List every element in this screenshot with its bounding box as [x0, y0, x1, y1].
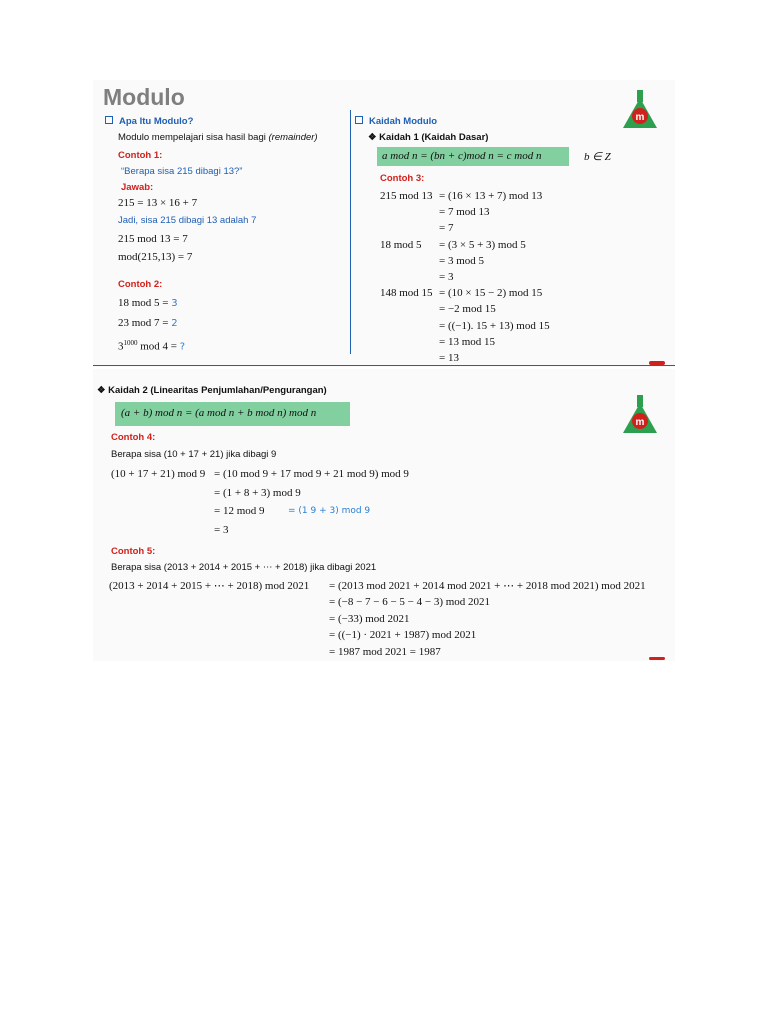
contoh3-label: Contoh 3: — [380, 173, 425, 184]
kaidah1-domain: b ∈ Z — [584, 151, 611, 163]
c2-line2: 23 mod 7 = 2 — [118, 317, 178, 329]
contoh4-label: Contoh 4: — [111, 432, 156, 443]
contoh5-label: Contoh 5: — [111, 546, 156, 557]
apa-text: Modulo mempelajari sisa hasil bagi (remainder) — [118, 132, 318, 143]
c3-rhs: = (10 × 15 − 2) mod 15 — [439, 287, 543, 300]
diamond-bullet-icon: ❖ — [368, 132, 380, 143]
kaidah2-title: ❖ Kaidah 2 (Linearitas Penjumlahan/Pengurangan) — [97, 385, 327, 396]
page-title: Modulo — [103, 84, 185, 110]
c3-rhs: = 3 — [439, 271, 454, 283]
column-divider — [350, 110, 351, 354]
red-tab-marker — [649, 657, 665, 660]
logo-icon — [620, 88, 660, 130]
kaidah1-title: ❖ Kaidah 1 (Kaidah Dasar) — [368, 132, 489, 143]
c4-handwritten-note: = (1 9 + 3) mod 9 — [288, 506, 371, 516]
section-separator — [93, 365, 675, 366]
svg-text:m: m — [635, 417, 645, 428]
c3-rhs: = (16 × 13 + 7) mod 13 — [439, 190, 543, 202]
diamond-bullet-icon: ❖ — [97, 385, 109, 396]
c3-rhs: = 7 — [439, 222, 454, 235]
kaidah2-formula: (a + b) mod n = (a mod n + b mod n) mod n — [121, 407, 317, 419]
c4-row: = (10 mod 9 + 17 mod 9 + 21 mod 9) mod 9 — [214, 468, 409, 480]
c3-lhs: 215 mod 13 — [380, 190, 433, 202]
c3-rhs: = 13 mod 15 — [439, 335, 496, 348]
c5-row: = 1987 mod 2021 = 1987 — [329, 646, 441, 659]
c3-rhs: = −2 mod 15 — [439, 303, 496, 316]
logo-icon — [620, 393, 660, 435]
c2-line3: $3^{1000}$ mod 4 = ? — [118, 339, 186, 353]
c4-row: = 12 mod 9 — [214, 505, 265, 517]
logo-letter: m — [635, 112, 645, 123]
kaidah-heading: Kaidah Modulo — [355, 116, 437, 127]
jadi-text: Jadi, sisa 215 dibagi 13 adalah 7 — [118, 215, 257, 226]
c5-row: = (−8 − 7 − 6 − 5 − 4 − 3) mod 2021 — [329, 595, 491, 608]
equation-215: 215 = 13 × 16 + 7 — [118, 197, 198, 209]
c3-lhs: 148 mod 15 — [380, 287, 433, 300]
c3-rhs: = 7 mod 13 — [439, 206, 490, 219]
c5-question: Berapa sisa (2013 + 2014 + 2015 + ⋯ + 2018) jika dibagi 2021 — [111, 562, 377, 573]
contoh1-label: Contoh 1: — [118, 150, 163, 161]
c5-row: = (2013 mod 2021 + 2014 mod 2021 + ⋯ + 2018 mod 2021) mod 2021 — [329, 580, 646, 592]
question1: “Berapa sisa 215 dibagi 13?” — [121, 166, 243, 177]
checkbox-icon — [355, 116, 363, 124]
c5-row: = (−33) mod 2021 — [329, 612, 410, 625]
c4-lhs: (10 + 17 + 21) mod 9 — [111, 468, 206, 480]
slide-kaidah2 — [93, 369, 675, 661]
c4-row: = 3 — [214, 523, 229, 536]
checkbox-icon — [105, 116, 113, 124]
equation-modfn: mod(215,13) = 7 — [118, 251, 193, 263]
c2-line1: 18 mod 5 = 3 — [118, 297, 178, 309]
c3-lhs: 18 mod 5 — [380, 238, 422, 251]
c4-question: Berapa sisa (10 + 17 + 21) jika dibagi 9 — [111, 449, 277, 460]
jawab-label: Jawab: — [121, 182, 154, 193]
c4-row: = (1 + 8 + 3) mod 9 — [214, 486, 301, 499]
kaidah1-formula: a mod n = (bn + c)mod n = c mod n — [382, 150, 542, 162]
slide-modulo-intro — [93, 80, 675, 367]
equation-mod: 215 mod 13 = 7 — [118, 233, 188, 245]
apa-heading: Apa Itu Modulo? — [105, 116, 193, 127]
c3-rhs: = (3 × 5 + 3) mod 5 — [439, 238, 526, 251]
c3-rhs: = 3 mod 5 — [439, 254, 485, 267]
c5-row: = ((−1) · 2021 + 1987) mod 2021 — [329, 629, 477, 642]
contoh2-label: Contoh 2: — [118, 279, 163, 290]
c3-rhs: = 13 — [439, 352, 459, 364]
red-tab-marker — [649, 361, 665, 365]
c3-rhs: = ((−1). 15 + 13) mod 15 — [439, 319, 550, 332]
c5-lhs: (2013 + 2014 + 2015 + ⋯ + 2018) mod 2021 — [109, 580, 310, 592]
